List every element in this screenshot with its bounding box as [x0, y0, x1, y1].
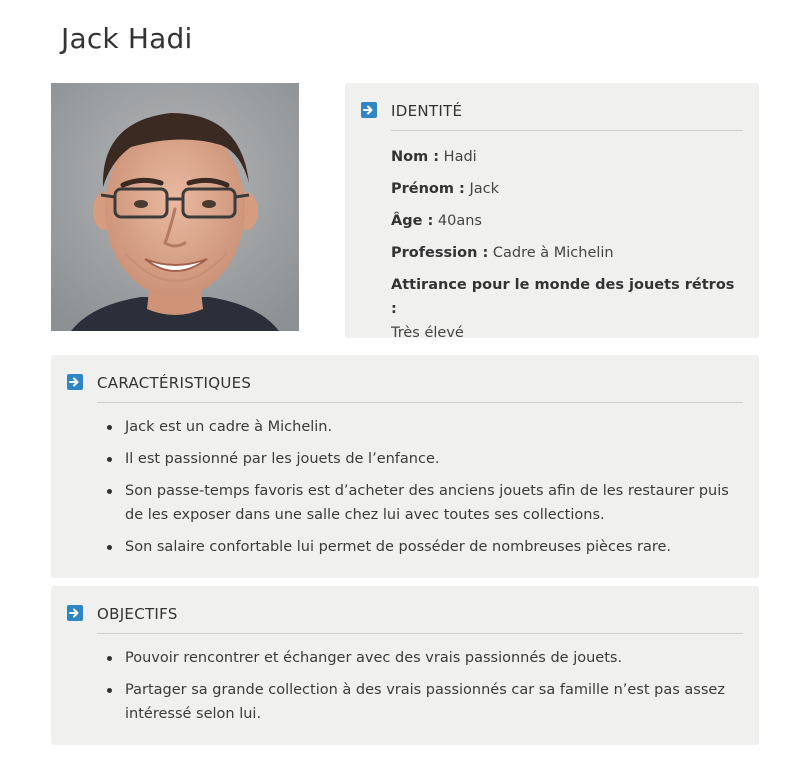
field-value: Cadre à Michelin [488, 245, 614, 261]
list-item: Partager sa grande collection à des vrais passionnés car sa famille n’est pas assez intéressé selon lui. [107, 678, 735, 726]
arrow-right-square-icon [361, 102, 377, 118]
field-label: Nom : [391, 149, 440, 165]
portrait-image [51, 83, 299, 331]
list-item: Son passe-temps favoris est d’acheter des anciens jouets afin de les restaurer puis de les exposer dans une salle chez lui avec toutes ses collections. [107, 479, 735, 527]
arrow-right-square-icon [67, 605, 83, 621]
identity-header [361, 99, 743, 132]
arrow-right-square-icon [67, 374, 83, 390]
field-profession [391, 241, 743, 265]
list-item: Jack est un cadre à Michelin. [107, 415, 735, 439]
list-item: Pouvoir rencontrer et échanger avec des vrais passionnés de jouets. [107, 646, 735, 670]
identity-card [345, 83, 759, 341]
field-label: Prénom : [391, 181, 465, 197]
objectives-list [107, 646, 735, 734]
field-label: Âge : [391, 213, 434, 229]
field-label: Attirance pour le monde des jouets rétros : [391, 277, 735, 317]
identity-fields [391, 145, 743, 353]
field-attirance [391, 273, 743, 345]
field-value: 40ans [433, 213, 482, 229]
list-item: Son salaire confortable lui permet de posséder de nombreuses pièces rare. [107, 535, 735, 559]
characteristics-header [67, 371, 743, 404]
characteristics-list [107, 415, 735, 567]
field-prenom [391, 177, 743, 201]
field-label: Profession : [391, 245, 489, 261]
field-value: Jack [464, 181, 499, 197]
objectives-header [67, 602, 743, 635]
persona-photo [51, 83, 299, 331]
objectives-card [51, 586, 759, 745]
field-nom [391, 145, 743, 169]
characteristics-divider [97, 402, 743, 403]
identity-divider [391, 130, 743, 131]
field-age [391, 209, 743, 233]
identity-heading: IDENTITÉ [391, 102, 463, 120]
field-value: Hadi [439, 149, 477, 165]
characteristics-card [51, 355, 759, 578]
objectives-heading: OBJECTIFS [97, 605, 178, 623]
field-value: Très élevé [391, 325, 464, 341]
objectives-divider [97, 633, 743, 634]
page-title: Jack Hadi [61, 22, 193, 55]
list-item: Il est passionné par les jouets de l’enfance. [107, 447, 735, 471]
characteristics-heading: CARACTÉRISTIQUES [97, 374, 252, 392]
